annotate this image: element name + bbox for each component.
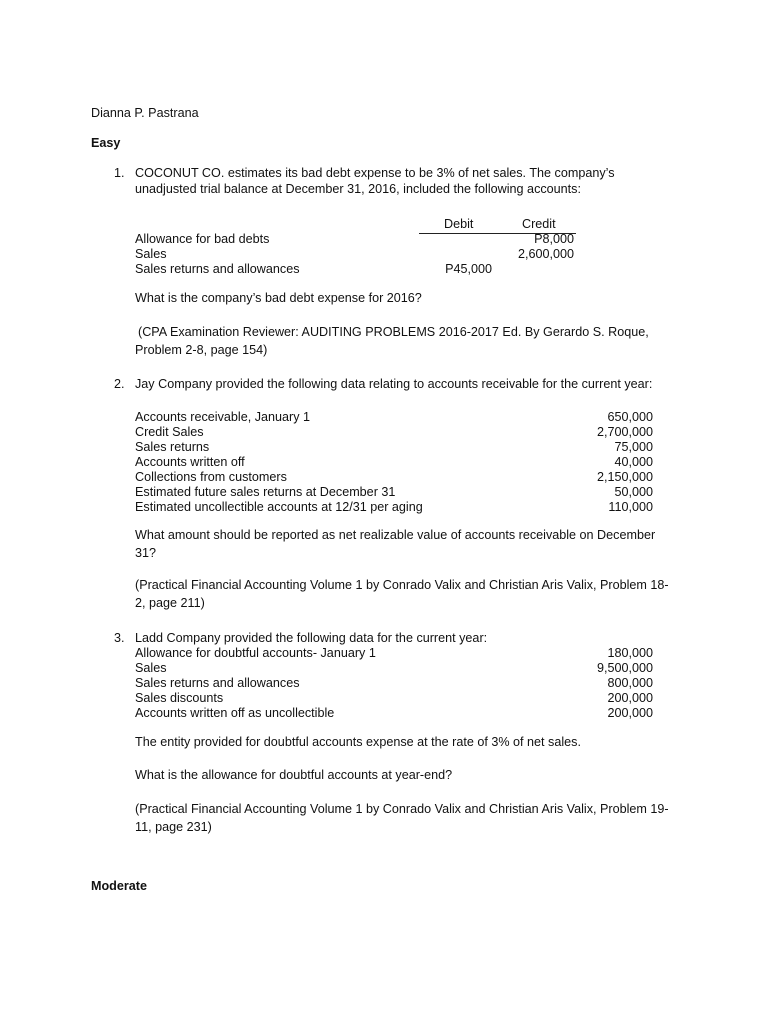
data-label: Allowance for doubtful accounts- January 1 [135, 646, 376, 660]
data-amount: 2,150,000 [596, 470, 653, 484]
credit-value: P8,000 [534, 232, 574, 246]
data-label: Accounts receivable, January 1 [135, 410, 311, 424]
data-amount: 180,000 [607, 646, 653, 660]
credit-value: 2,600,000 [517, 247, 574, 261]
data-amount: 2,700,000 [596, 425, 653, 439]
account-label: Allowance for bad debts [135, 232, 270, 246]
question-prompt: 31? [135, 546, 157, 560]
source-citation: 11, page 231) [135, 820, 212, 834]
source-citation: (Practical Financial Accounting Volume 1 by Conrado Valix and Christian Aris Valix, Problem 19- [135, 802, 669, 816]
data-amount: 40,000 [614, 455, 653, 469]
data-amount: 200,000 [607, 706, 653, 720]
data-amount: 75,000 [614, 440, 653, 454]
data-amount: 800,000 [607, 676, 653, 690]
data-amount: 650,000 [607, 410, 653, 424]
column-header-debit: Debit [444, 217, 474, 231]
question-prompt: What is the company’s bad debt expense for 2016? [135, 291, 422, 305]
section-heading-moderate: Moderate [91, 879, 147, 893]
question-statement: The entity provided for doubtful accounts expense at the rate of 3% of net sales. [135, 735, 581, 749]
source-citation: (CPA Examination Reviewer: AUDITING PROBLEMS 2016-2017 Ed. By Gerardo S. Roque, [138, 325, 649, 339]
account-label: Sales returns and allowances [135, 262, 300, 276]
data-label: Collections from customers [135, 470, 287, 484]
data-label: Accounts written off [135, 455, 245, 469]
data-label: Sales returns [135, 440, 210, 454]
data-label: Sales returns and allowances [135, 676, 300, 690]
data-label: Accounts written off as uncollectible [135, 706, 335, 720]
question-text: unadjusted trial balance at December 31, 2016, included the following accounts: [135, 182, 581, 196]
question-prompt: What amount should be reported as net realizable value of accounts receivable on December [135, 528, 656, 542]
data-amount: 110,000 [608, 500, 653, 514]
data-label: Estimated uncollectible accounts at 12/31 per aging [135, 500, 423, 514]
data-amount: 9,500,000 [596, 661, 653, 675]
question-text: Jay Company provided the following data relating to accounts receivable for the current year: [135, 377, 653, 391]
data-amount: 200,000 [607, 691, 653, 705]
question-number: 3. [114, 631, 125, 645]
question-text: Ladd Company provided the following data for the current year: [135, 631, 488, 645]
source-citation: Problem 2-8, page 154) [135, 343, 268, 357]
data-label: Estimated future sales returns at December 31 [135, 485, 396, 499]
author-name: Dianna P. Pastrana [91, 106, 199, 120]
account-label: Sales [135, 247, 167, 261]
source-citation: 2, page 211) [135, 596, 205, 610]
section-heading-easy: Easy [91, 136, 121, 150]
question-prompt: What is the allowance for doubtful accounts at year-end? [135, 768, 453, 782]
source-citation: (Practical Financial Accounting Volume 1 by Conrado Valix and Christian Aris Valix, Problem 18- [135, 578, 669, 592]
data-amount: 50,000 [614, 485, 653, 499]
data-label: Sales discounts [135, 691, 224, 705]
data-label: Sales [135, 661, 167, 675]
question-text: COCONUT CO. estimates its bad debt expense to be 3% of net sales. The company’s [135, 166, 615, 180]
column-header-credit: Credit [522, 217, 556, 231]
question-number: 1. [114, 166, 125, 180]
data-label: Credit Sales [135, 425, 204, 439]
debit-value: P45,000 [445, 262, 492, 276]
question-number: 2. [114, 377, 125, 391]
